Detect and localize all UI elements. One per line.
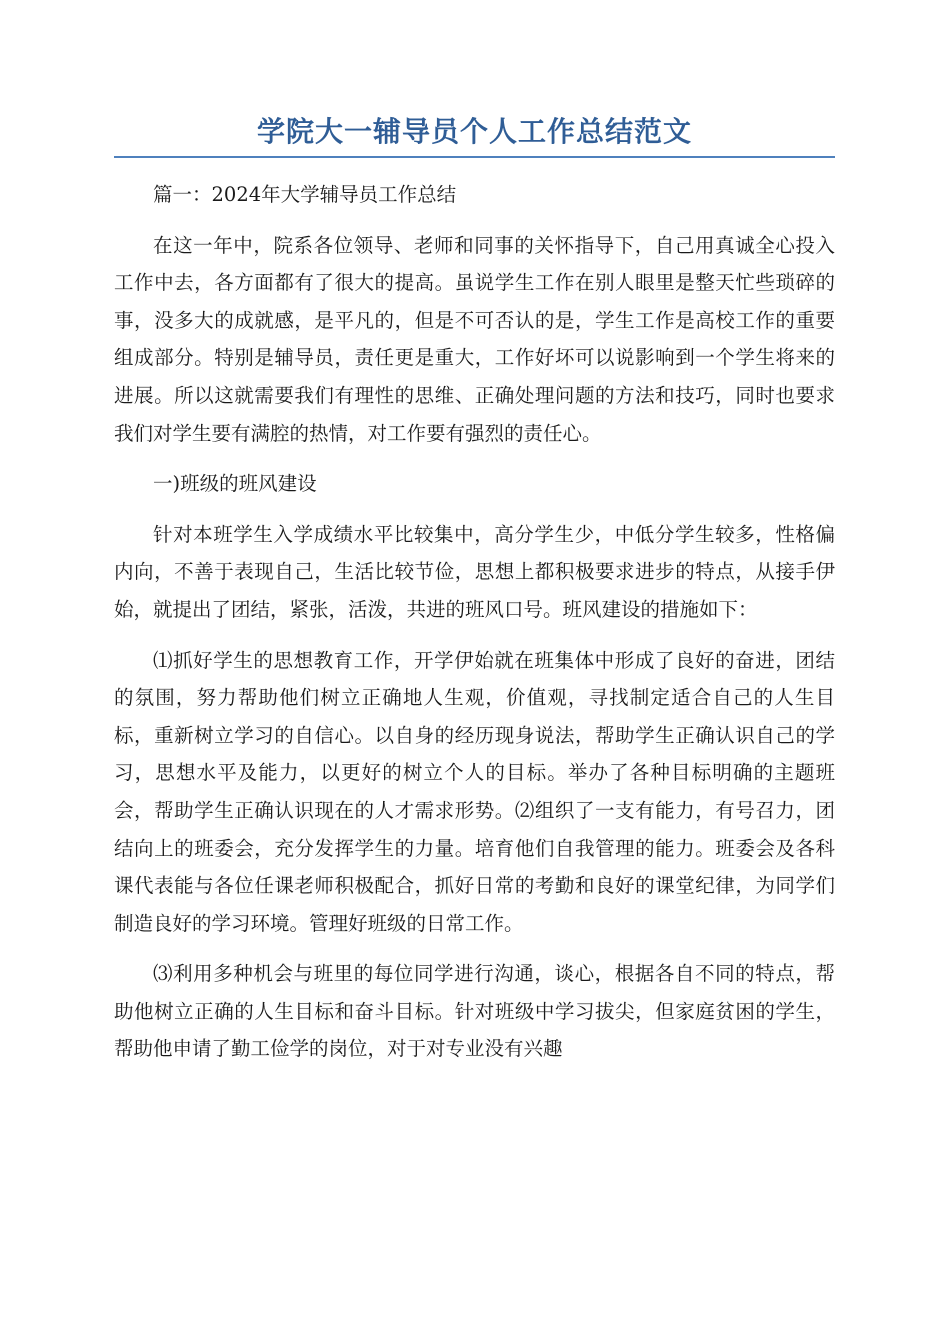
document-title: 学院大一辅导员个人工作总结范文 — [256, 115, 692, 148]
section-heading-class-style: 一)班级的班风建设 — [153, 472, 317, 496]
section-heading-part-one: 篇一：2024年大学辅导员工作总结 — [153, 183, 457, 206]
paragraph-class-style: 针对本班学生入学成绩水平比较集中，高分学生少，中低分学生较多，性格偏内向，不善于表现自己，生活比较节俭，思想上都积极要求进步的特点，从接手伊始，就提出了团结，紧张，活泼，共进的班风口号。班风建设的措施如下： — [114, 522, 835, 621]
document-body — [114, 176, 835, 1081]
paragraph-intro: 在这一年中，院系各位领导、老师和同事的关怀指导下，自己用真诚全心投入工作中去，各方面都有了很大的提高。虽说学生工作在别人眼里是整天忙些琐碎的事，没多大的成就感，是平凡的，但是不可否认的是，学生工作是高校工作的重要组成部分。特别是辅导员，责任更是重大，工作好坏可以说影响到一个学生将来的进展。所以这就需要我们有理性的思维、正确处理问题的方法和技巧，同时也要求我们对学生要有满腔的热情，对工作要有强烈的责任心。 — [114, 233, 835, 445]
paragraph-measure-3: ⑶利用多种机会与班里的每位同学进行沟通，谈心，根据各自不同的特点，帮助他树立正确的人生目标和奋斗目标。针对班级中学习拔尖，但家庭贫困的学生，帮助他申请了勤工俭学的岗位，对于对专业没有兴趣 — [114, 962, 835, 1061]
title-block — [114, 112, 835, 158]
paragraph-measures-1-2: ⑴抓好学生的思想教育工作，开学伊始就在班集体中形成了良好的奋进，团结的氛围，努力帮助他们树立正确地人生观，价值观，寻找制定适合自己的人生目标，重新树立学习的自信心。以自身的经历现身说法，帮助学生正确认识自己的学习，思想水平及能力，以更好的树立个人的目标。举办了各种目标明确的主题班会，帮助学生正确认识现在的人才需求形势。⑵组织了一支有能力，有号召力，团结向上的班委会，充分发挥学生的力量。培育他们自我管理的能力。班委会及各科课代表能与各位任课老师积极配合，抓好日常的考勤和良好的课堂纪律，为同学们制造良好的学习环境。管理好班级的日常工作。 — [114, 648, 835, 935]
